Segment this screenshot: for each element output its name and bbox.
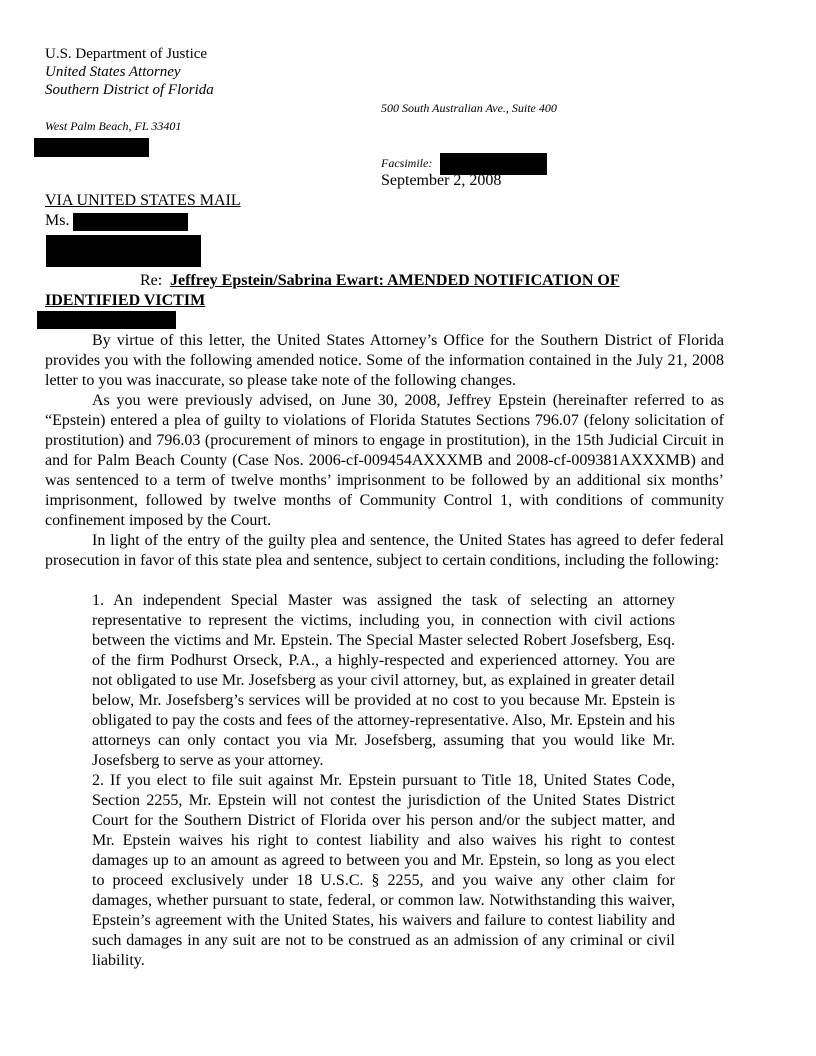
address-city: West Palm Beach, FL 33401 [45,119,182,133]
address-street: 500 South Australian Ave., Suite 400 [381,101,557,115]
re-label: Re: [140,272,163,289]
redaction-box [34,138,149,157]
office-name: United States Attorney [45,64,181,80]
conditions-list [92,591,675,971]
letter-body [45,331,724,571]
paragraph-2: As you were previously advised, on June 30, 2008, Jeffrey Epstein (hereinafter referred to as “Epstein) entered a plea of guilty to violations of Florida Statutes Sections 796.07 (felony solicitation of prostitution) and 796.03 (procurement of minors to engage in prostitution), in the 15th Judicial Circuit in and for Palm Beach County (Case Nos. 2006-cf-009454AXXXMB and 2008-cf-009381AXXXMB) and was sentenced to a term of twelve months’ imprisonment to be followed by an additional six months’ imprisonment, followed by twelve months of Community Control 1, with conditions of community confinement imposed by the Court. [45,392,724,529]
facsimile-label: Facsimile: [381,156,433,170]
paragraph-1: By virtue of this letter, the United States Attorney’s Office for the Southern District of Florida provides you with the following amended notice. Some of the information contained in the July 21, 2008 letter to you was inaccurate, so please take note of the following changes. [45,332,724,389]
recipient-salutation: Ms. [45,212,70,229]
condition-item-2: 2. If you elect to file suit against Mr. Epstein pursuant to Title 18, United States Code, Section 2255, Mr. Epstein will not contest the jurisdiction of the United States District Court for the Southern District of Florida over his person and/or the subject matter, and Mr. Epstein waives his right to contest liability and also waives his right to contest damages up to an amount as agreed to between you and Mr. Epstein, so long as you elect to proceed exclusively under 18 U.S.C. § 2255, and you waive any other claim for damages, whether pursuant to state, federal, or common law. Notwithstanding this waiver, Epstein’s agreement with the United States, his waivers and failure to contest liability and such damages in any suit are not to be construed as an admission of any criminal or civil liability. [92,772,675,969]
subject-line-2: IDENTIFIED VICTIM [45,292,206,309]
redaction-box [37,311,176,329]
subject-line-1: Jeffrey Epstein/Sabrina Ewart: AMENDED NOTIFICATION OF [170,272,620,289]
redaction-box [73,213,188,231]
redaction-box [46,235,201,267]
district-name: Southern District of Florida [45,82,214,98]
delivery-method: VIA UNITED STATES MAIL [45,192,241,209]
department-name: U.S. Department of Justice [45,46,208,62]
letter-date: September 2, 2008 [381,172,502,189]
condition-item-1: 1. An independent Special Master was assigned the task of selecting an attorney representative to represent the victims, including you, in connection with civil actions between the victims and Mr. Epstein. The Special Master selected Robert Josefsberg, Esq. of the firm Podhurst Orseck, P.A., a highly-respected and experienced attorney. You are not obligated to use Mr. Josefsberg as your civil attorney, but, as explained in greater detail below, Mr. Josefsberg’s services will be provided at no cost to you because Mr. Epstein is obligated to pay the costs and fees of the attorney-representative. Also, Mr. Epstein and his attorneys can only contact you via Mr. Josefsberg, assuming that you would like Mr. Josefsberg to serve as your attorney. [92,592,675,769]
paragraph-3: In light of the entry of the guilty plea and sentence, the United States has agreed to defer federal prosecution in favor of this state plea and sentence, subject to certain conditions, including the following: [45,532,724,569]
